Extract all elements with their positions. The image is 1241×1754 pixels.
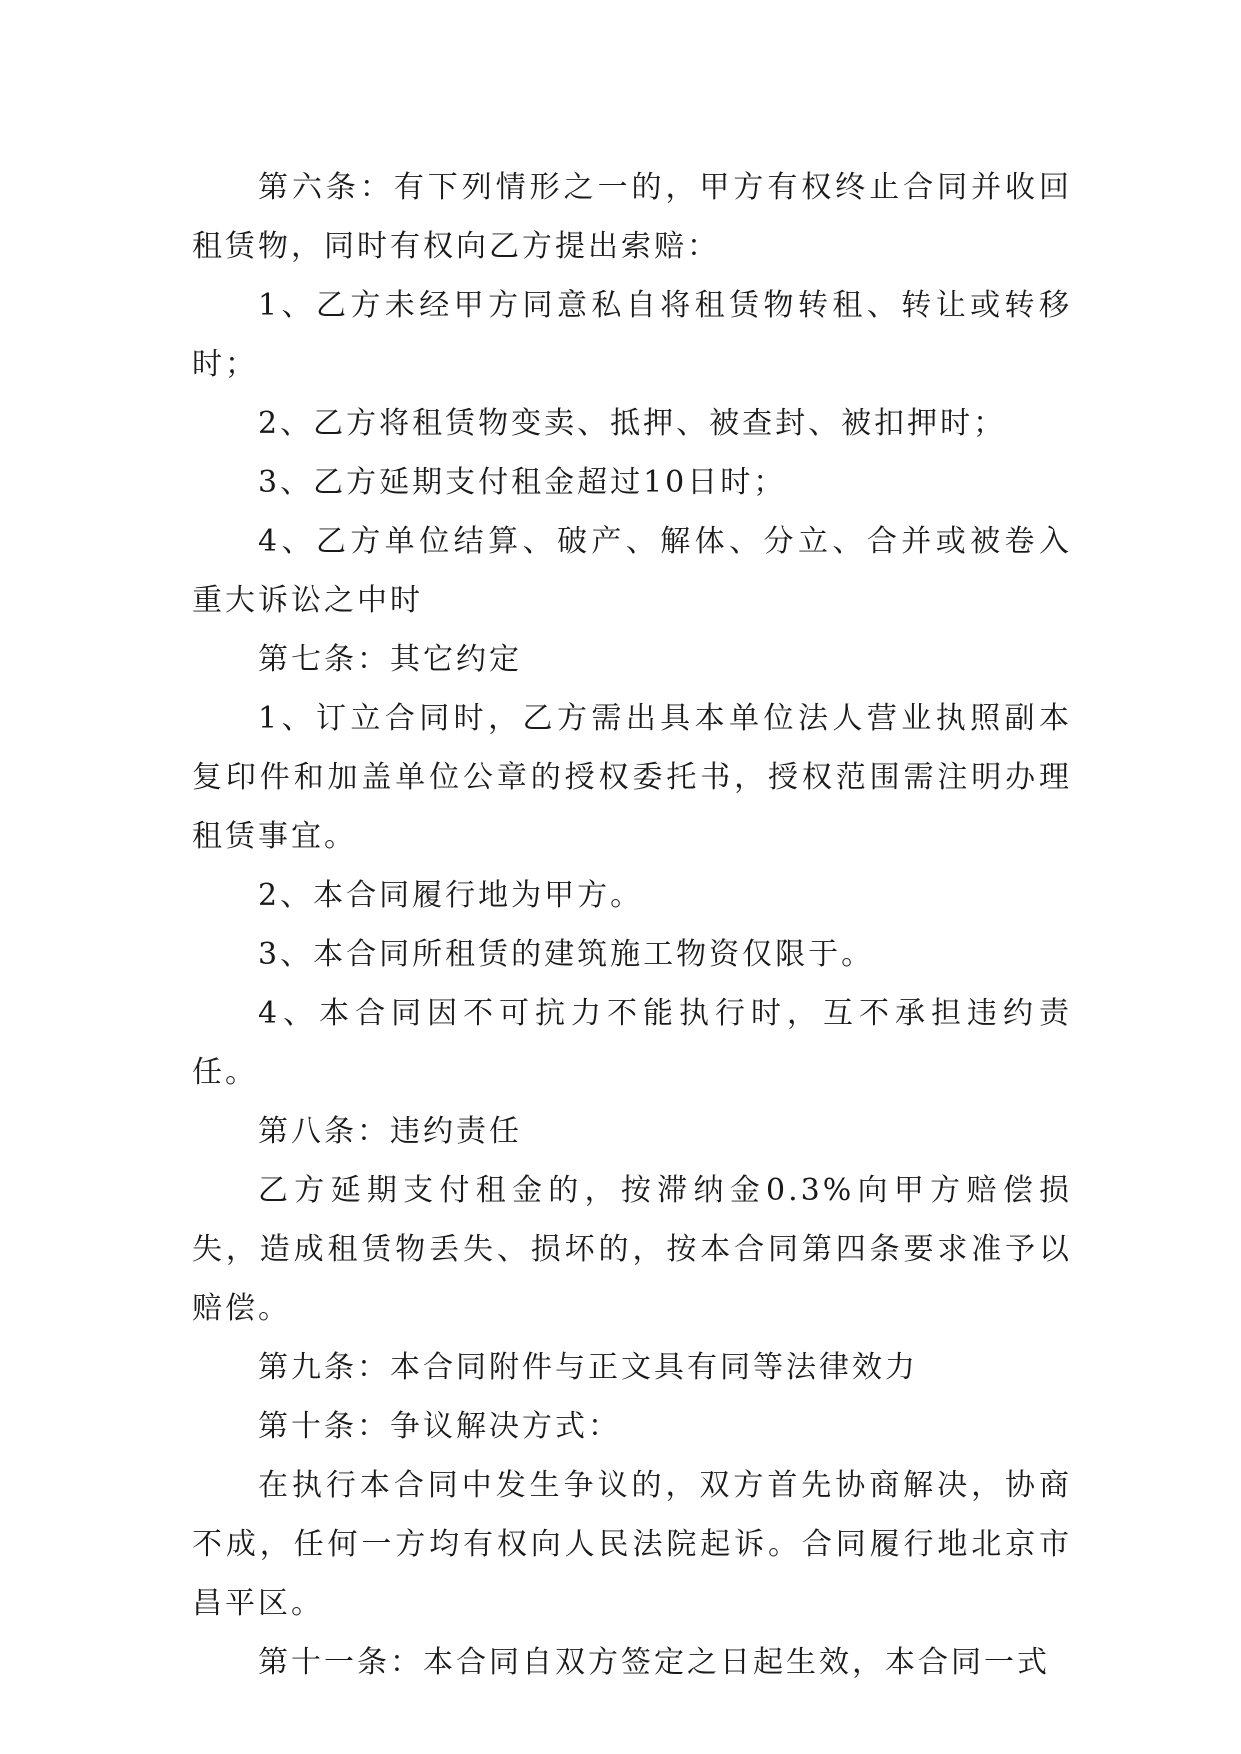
paragraph-article-7: 第七条：其它约定 — [258, 642, 522, 677]
paragraph-item: 4、本合同因不可抗力不能执行时，互不承担违约责任。 — [192, 996, 1072, 1090]
paragraph-item: 4、乙方单位结算、破产、解体、分立、合并或被卷入重大诉讼之中时 — [192, 524, 1072, 618]
paragraph-item: 3、本合同所租赁的建筑施工物资仅限于。 — [258, 937, 875, 972]
paragraph-item: 3、乙方延期支付租金超过10日时； — [258, 465, 787, 500]
paragraph-item: 在执行本合同中发生争议的，双方首先协商解决，协商不成，任何一方均有权向人民法院起诉。合同履行地北京市昌平区。 — [192, 1468, 1072, 1621]
paragraph-article-8: 第八条：违约责任 — [258, 1114, 522, 1149]
paragraph-item: 1、乙方未经甲方同意私自将租赁物转租、转让或转移时； — [192, 288, 1072, 382]
paragraph-item: 1、订立合同时，乙方需出具本单位法人营业执照副本复印件和加盖单位公章的授权委托书，授权范围需注明办理租赁事宜。 — [192, 701, 1072, 854]
paragraph-article-10: 第十条：争议解决方式： — [258, 1409, 621, 1444]
paragraph-item: 2、本合同履行地为甲方。 — [258, 878, 644, 913]
paragraph-article-11: 第十一条：本合同自双方签定之日起生效，本合同一式 — [258, 1645, 1050, 1680]
document-body — [192, 158, 1072, 1692]
paragraph-article-6: 第六条：有下列情形之一的，甲方有权终止合同并收回租赁物，同时有权向乙方提出索赔： — [192, 170, 1072, 264]
paragraph-item: 乙方延期支付租金的，按滞纳金0.3%向甲方赔偿损失，造成租赁物丢失、损坏的，按本合同第四条要求准予以赔偿。 — [192, 1173, 1072, 1326]
paragraph-article-9: 第九条：本合同附件与正文具有同等法律效力 — [258, 1350, 918, 1385]
paragraph-item: 2、乙方将租赁物变卖、抵押、被查封、被扣押时； — [258, 406, 1007, 441]
